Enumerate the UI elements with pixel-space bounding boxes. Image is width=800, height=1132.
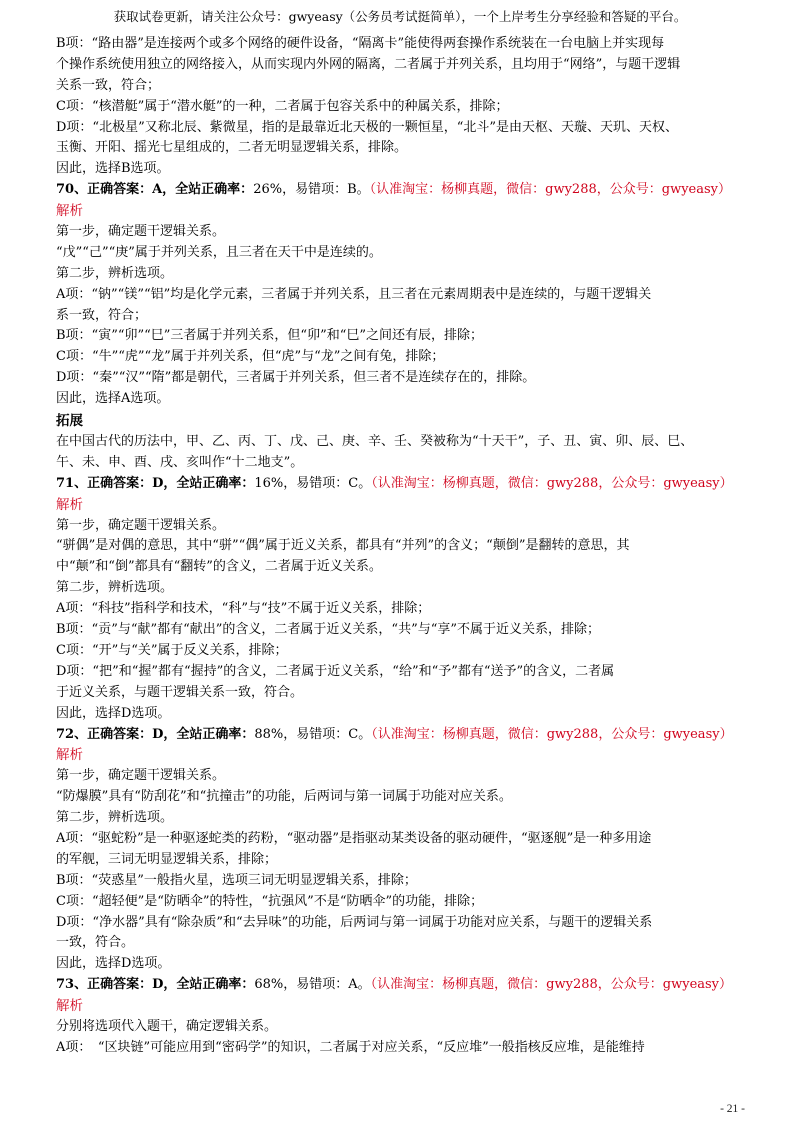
text-line: A项：“钠”“镁”“铝”均是化学元素，三者属于并列关系，且三者在元素周期表中是连续的，与题干逻辑关: [56, 286, 652, 302]
answer-label: 73、正确答案：D，全站正确率：: [56, 977, 255, 993]
text-line: B项：“路由器”是连接两个或多个网络的硬件设备，“隔离卡”能使得两套操作系统装在一台电脑上并实现每: [56, 36, 665, 51]
answer-label: 70、正确答案：A，全站正确率：: [56, 182, 254, 198]
text-line: 因此，选择A选项。: [56, 391, 170, 407]
text-line: 系一致，符合；: [56, 307, 148, 323]
text-line: 第二步，辨析选项。: [56, 810, 174, 826]
text-line: D项：“北极星”又称北辰、紫微星，指的是最靠近北天极的一颗恒星，“北斗”是由天枢、天璇、天玑、天权、: [56, 119, 679, 135]
text-line: B项：“寅”“卯”“巳”三者属于并列关系，但“卯”和“巳”之间还有辰，排除；: [56, 328, 484, 344]
text-line: D项：“净水器”具有“除杂质”和“去异味”的功能，后两词与第一词属于功能对应关系，与题干的逻辑关系: [56, 914, 653, 930]
answer-label: 72、正确答案：D，全站正确率：: [56, 726, 255, 742]
answer-rate: 26%，易错项：B。: [253, 182, 370, 198]
text-line: 第二步，辨析选项。: [56, 265, 174, 281]
promo-text: （认准淘宝：杨柳真题，微信：gwy288，公众号：gwyeasy）: [371, 726, 733, 742]
text-line: 因此，选择D选项。: [56, 956, 171, 972]
answer-header: [56, 975, 748, 996]
text-line: 午、未、申、酉、戌、亥叫作“十二地支”。: [56, 454, 304, 470]
text-line: C项：“开”与“关”属于反义关系，排除；: [56, 642, 288, 658]
text-line: 于近义关系，与题干逻辑关系一致，符合。: [56, 684, 304, 700]
answer-rate: 68%，易错项：A。: [254, 977, 371, 993]
answer-header: [56, 180, 748, 201]
text-line: 分别将选项代入题干，确定逻辑关系。: [56, 1018, 278, 1034]
q69-continuation: [56, 34, 748, 180]
analysis-heading: 解析: [56, 496, 83, 513]
text-line: B项：“荧惑星”一般指火星，选项三词无明显逻辑关系，排除；: [56, 872, 417, 888]
text-line: 个操作系统使用独立的网络接入，从而实现内外网的隔离，二者属于并列关系，且均用于“网络”，与题干逻辑: [56, 56, 681, 72]
text-line: “戊”“己”“庚”属于并列关系，且三者在天干中是连续的。: [56, 244, 382, 260]
promo-text: （认准淘宝：杨柳真题，微信：gwy288，公众号：gwyeasy）: [369, 182, 732, 198]
text-line: A项： “区块链”可能应用到“密码学”的知识，二者属于对应关系，“反应堆”一般指核反应堆，是能维持: [56, 1039, 645, 1055]
text-line: 一致，符合。: [56, 935, 135, 951]
text-line: 玉衡、开阳、摇光七星组成的，二者无明显逻辑关系，排除。: [56, 140, 408, 156]
text-line: D项：“把”和“握”都有“握持”的含义，二者属于近义关系，“给”和“予”都有“送予”的含义，二者属: [56, 663, 615, 679]
text-line: 中“颠”和“倒”都具有“翻转”的含义，二者属于近义关系。: [56, 559, 382, 575]
text-line: 第一步，确定题干逻辑关系。: [56, 768, 226, 784]
text-line: C项：“核潜艇”属于“潜水艇”的一种，二者属于包容关系中的种属关系，排除；: [56, 98, 509, 114]
answer-label: 71、正确答案：D，全站正确率：: [56, 475, 255, 491]
question-70: [56, 180, 748, 474]
page-number: - 21 -: [720, 1103, 745, 1115]
question-73: [56, 975, 748, 1059]
promo-text: （认准淘宝：杨柳真题，微信：gwy288，公众号：gwyeasy）: [371, 475, 733, 491]
text-line: 在中国古代的历法中，甲、乙、丙、丁、戊、己、庚、辛、壬、癸被称为“十天干”，子、丑、寅、卯、辰、巳、: [56, 434, 694, 450]
text-line: 的军舰，三词无明显逻辑关系，排除；: [56, 851, 278, 867]
promo-text: （认准淘宝：杨柳真题，微信：gwy288，公众号：gwyeasy）: [370, 977, 733, 993]
text-line: “防爆膜”具有“防刮花”和“抗撞击”的功能，后两词与第一词属于功能对应关系。: [56, 789, 512, 805]
question-71: [56, 474, 748, 725]
text-line: 第一步，确定题干逻辑关系。: [56, 517, 226, 533]
question-72: [56, 725, 748, 976]
answer-rate: 16%，易错项：C。: [254, 475, 372, 491]
text-line: 第二步，辨析选项。: [56, 580, 174, 596]
header-banner: 获取试卷更新，请关注公众号：gwyeasy（公务员考试挺简单），一个上岸考生分享经验和答疑的平台。: [113, 9, 687, 24]
text-line: D项：“秦”“汉”“隋”都是朝代，三者属于并列关系，但三者不是连续存在的，排除。: [56, 370, 536, 386]
text-line: 因此，选择D选项。: [56, 705, 171, 721]
text-line: A项：“科技”指科学和技术，“科”与“技”不属于近义关系，排除；: [56, 601, 431, 617]
analysis-heading: 解析: [56, 747, 83, 764]
text-line: B项：“贡”与“献”都有“献出”的含义，二者属于近义关系，“共”与“享”不属于近义关系，排除；: [56, 622, 601, 638]
document-body: [56, 34, 748, 1059]
analysis-heading: 解析: [56, 998, 83, 1015]
text-line: 关系一致，符合；: [56, 77, 161, 93]
answer-header: [56, 474, 748, 495]
text-line: “骈偶”是对偶的意思，其中“骈”“偶”属于近义关系，都具有“并列”的含义；“颠倒”是翻转的意思，其: [56, 538, 630, 554]
analysis-heading: 解析: [56, 203, 83, 220]
text-line: C项：“牛”“虎”“龙”属于并列关系，但“虎”与“龙”之间有兔，排除；: [56, 349, 445, 365]
answer-rate: 88%，易错项：C。: [254, 726, 372, 742]
text-line: C项：“超轻便”是“防晒伞”的特性，“抗强风”不是“防晒伞”的功能，排除；: [56, 893, 484, 909]
text-line: 因此，选择B选项。: [56, 161, 170, 177]
answer-header: [56, 725, 748, 746]
text-line: 第一步，确定题干逻辑关系。: [56, 224, 226, 240]
extension-heading: 拓展: [56, 413, 83, 430]
text-line: A项：“驱蛇粉”是一种驱逐蛇类的药粉，“驱动器”是指驱动某类设备的驱动硬件，“驱逐舰”是一种多用途: [56, 830, 652, 846]
